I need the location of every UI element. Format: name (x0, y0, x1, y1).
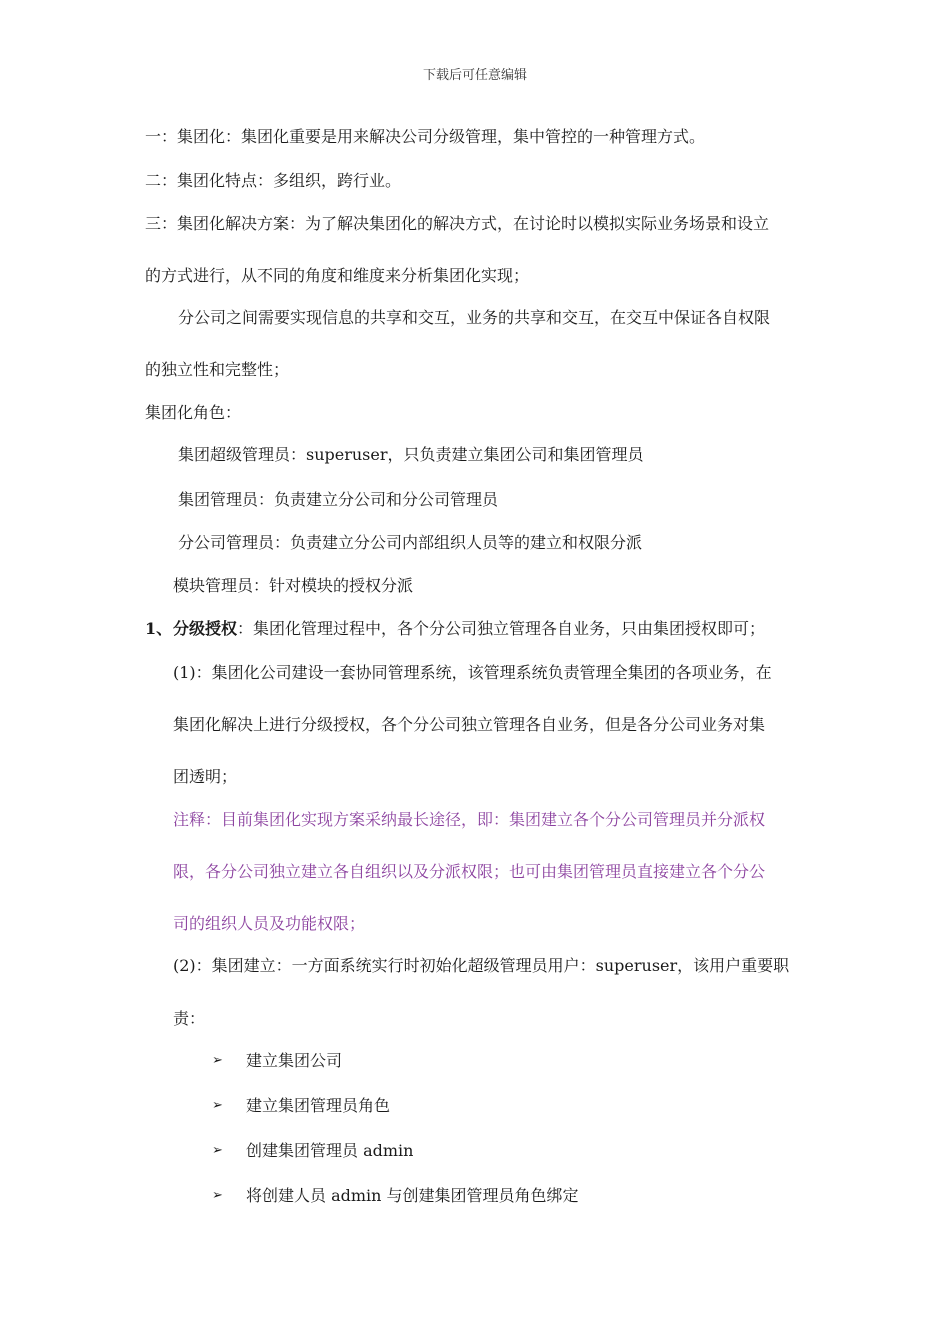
bullet-item: 建立集团管理员角色 (246, 1096, 391, 1115)
item-2-line: (2)：集团建立：一方面系统实行时初始化超级管理员用户：superuser，该用户重要职 (173, 956, 790, 975)
arrowhead-bullet-icon: ➢ (212, 1053, 223, 1068)
role-item: 分公司管理员：负责建立分公司内部组织人员等的建立和权限分派 (178, 533, 643, 552)
bullet-item: 将创建人员 admin 与创建集团管理员角色绑定 (246, 1186, 579, 1205)
note-line: 司的组织人员及功能权限； (173, 914, 366, 933)
item-1-line: 集团化解决上进行分级授权，各个分公司独立管理各自业务，但是各分公司业务对集 (173, 715, 766, 734)
arrowhead-bullet-icon: ➢ (212, 1143, 223, 1158)
paragraph-3-line-1: 三：集团化解决方案：为了解决集团化的解决方式，在讨论时以模拟实际业务场景和设立 (145, 214, 770, 233)
section-number: 1、 (145, 619, 173, 638)
arrowhead-bullet-icon: ➢ (212, 1188, 223, 1203)
item-1-line: 团透明； (173, 767, 238, 786)
note-line: 限，各分公司独立建立各自组织以及分派权限；也可由集团管理员直接建立各个分公 (173, 862, 766, 881)
note-line: 注释：目前集团化实现方案采纳最长途径，即：集团建立各个分公司管理员并分派权 (173, 810, 766, 829)
bullet-item: 创建集团管理员 admin (246, 1141, 414, 1160)
item-2-line: 责： (173, 1009, 206, 1028)
section-text: ：集团化管理过程中，各个分公司独立管理各自业务，只由集团授权即可； (237, 619, 766, 638)
page-header: 下载后可任意编辑 (422, 68, 527, 83)
paragraph-4-line-1: 分公司之间需要实现信息的共享和交互，业务的共享和交互，在交互中保证各自权限 (178, 308, 771, 327)
paragraph-1: 一：集团化：集团化重要是用来解决公司分级管理，集中管控的一种管理方式。 (145, 127, 706, 146)
section-title: 分级授权 (173, 619, 238, 638)
bullet-item: 建立集团公司 (246, 1051, 343, 1070)
arrowhead-bullet-icon: ➢ (212, 1098, 223, 1113)
paragraph-3-line-2: 的方式进行，从不同的角度和维度来分析集团化实现； (145, 266, 530, 285)
item-1-line: (1)：集团化公司建设一套协同管理系统，该管理系统负责管理全集团的各项业务，在 (173, 663, 772, 682)
roles-title: 集团化角色： (145, 403, 242, 422)
role-item: 模块管理员：针对模块的授权分派 (173, 576, 414, 595)
role-item: 集团超级管理员：superuser，只负责建立集团公司和集团管理员 (178, 445, 644, 464)
section-1-heading (145, 618, 765, 640)
paragraph-2: 二：集团化特点：多组织，跨行业。 (145, 171, 402, 190)
role-item: 集团管理员：负责建立分公司和分公司管理员 (178, 490, 499, 509)
paragraph-4-line-2: 的独立性和完整性； (145, 360, 290, 379)
